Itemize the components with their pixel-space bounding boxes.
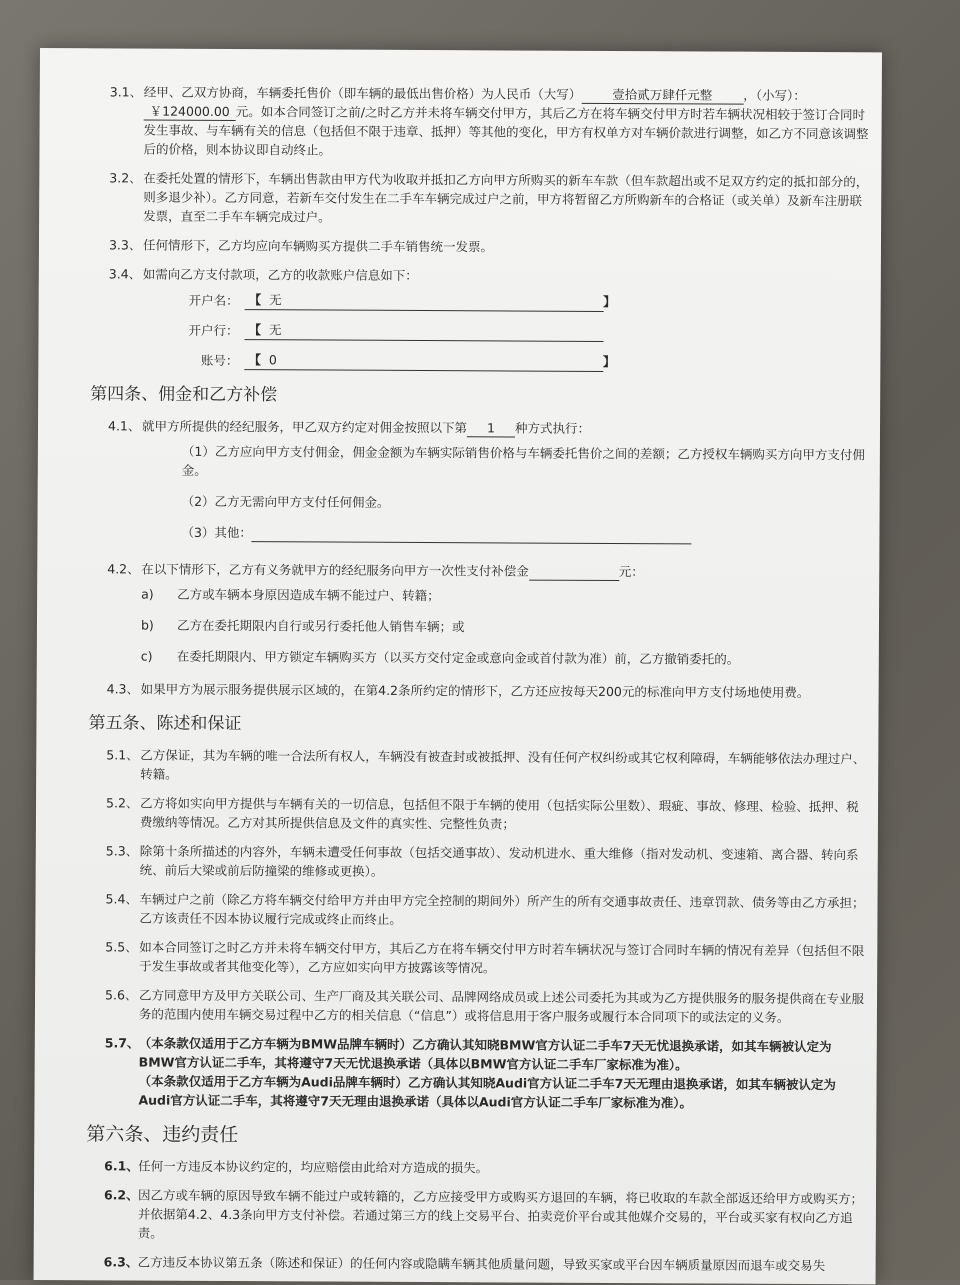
clause-number: 5.6、 [105, 987, 138, 1003]
clause-text: ，（小写）： [743, 87, 806, 104]
clause-5-2 [88, 793, 868, 835]
contract-page [34, 48, 882, 1284]
clause-text: 如本合同签订之时乙方并未将车辆交付甲方，其后乙方在将车辆交付甲方时若车辆状况与签订合同时车辆的情况有差异（包括但不限于发生事故或者其他变化等），乙方应如实向甲方披露该等情况。 [139, 939, 865, 976]
account-number-row: 账号： 【 0 】 [180, 348, 870, 374]
clause-4-2-c: c) 在委托期限内、甲方锁定车辆购买方（以买方交付定金或意向金或首付款为准）前，乙方撤销委托的。 [140, 648, 740, 667]
clause-number: 3.3、 [108, 237, 142, 253]
clause-number: 4.2、 [107, 561, 140, 577]
clause-text-bmw: （本条款仅适用于乙方车辆为BMW品牌车辆时）乙方确认其知晓BMW官方认证二手车7天无忧退换承诺，如其车辆被认定为BMW官方认证二手车，其将遵守7天无忧退换承诺（具体以BMW官方认证二手车厂家标准为准）。 [138, 1035, 832, 1073]
account-bank-value: 无 [269, 322, 282, 338]
section-5-title: 第五条、陈述和保证 [88, 713, 242, 735]
commission-option-2: （2）乙方无需向甲方支付任何佣金。 [181, 493, 390, 510]
clause-text: 在委托处置的情形下，车辆出售款由甲方代为收取并抵扣乙方向甲方所购买的新车车款（但车款超出或不足双方约定的抵扣部分的，则多退少补）。乙方同意，若新车交付发生在二手车车辆完成过户之前，甲方将暂留乙方所购新车的合格证（或关单）及新车注册联发票，直至二手车车辆完成过户。 [143, 170, 869, 225]
clause-number: 5.5、 [105, 939, 138, 955]
clause-3-1 [91, 82, 871, 162]
clause-number: 3.2、 [109, 170, 142, 186]
clause-6-1 [86, 1156, 866, 1179]
clause-3-2 [91, 168, 871, 229]
clause-text: 任何一方违反本协议约定的，均应赔偿由此给对方造成的损失。 [138, 1158, 489, 1176]
clause-4-2 [89, 559, 869, 582]
clause-number: 5.3、 [105, 843, 139, 859]
clause-number: 5.4、 [105, 891, 138, 907]
clause-6-3 [86, 1252, 866, 1275]
other-blank-line [252, 527, 692, 544]
clause-6-2 [86, 1185, 866, 1246]
commission-option-1: （1）乙方应向甲方支付佣金，佣金金额为车辆实际销售价格与车辆委托售价之间的差额；乙方授权车辆购买方向甲方支付佣金。 [181, 443, 865, 478]
account-number-value: 0 [268, 352, 277, 368]
clause-4-2-b: b) 乙方在委托期限内自行或另行委托他人销售车辆；或 [140, 617, 465, 635]
clause-text: 车辆过户之前（除乙方将车辆交付给甲方并由甲方完全控制的期间外）所产生的所有交通事故责任、违章罚款、债务等由乙方承担；乙方该责任不因本协议履行完成或终止而终止。 [139, 891, 865, 927]
account-holder-row: 开户名： 【 无 】 [181, 288, 871, 314]
section-6-title: 第六条、违约责任 [86, 1123, 239, 1147]
clause-text: 经甲、乙双方协商，车辆委托售价（即车辆的最低出售价格）为人民币（大写） [143, 84, 582, 102]
price-uppercase-field: 壹拾贰万肆仟元整 [581, 87, 743, 105]
clause-number: 4.1、 [107, 418, 141, 434]
clause-5-5 [87, 937, 867, 979]
clause-3-3 [91, 235, 871, 258]
clause-text: 乙方保证，其为车辆的唯一合法所有权人，车辆没有被查封或被抵押、没有任何产权纠纷或其它权利障碍，车辆能够依法办理过户、转籍。 [140, 747, 866, 782]
clause-5-4 [87, 889, 867, 931]
clause-text: 元： [618, 564, 644, 580]
clause-text: 因乙方或车辆的原因导致车辆不能过户或转籍的，乙方应接受甲方或购买方退回的车辆，将已收取的车款全部返还给甲方或购买方；并依据第4.2、4.3条向甲方支付补偿。若通过第三方的线上交易平台、拍卖竞价平台或其他媒介交易的，平台或买家有权向乙方追责。 [137, 1187, 864, 1241]
account-holder-label: 开户名： [188, 292, 239, 309]
clause-5-7 [86, 1033, 866, 1113]
clause-text: 如果甲方为展示服务提供展示区域的，在第4.2条所约定的情形下，乙方还应按每天200元的标准向甲方支付场地使用费。 [140, 681, 810, 701]
section-4-title: 第四条、佣金和乙方补偿 [90, 384, 278, 406]
clause-text: 乙方将如实向甲方提供与车辆有关的一切信息，包括但不限于车辆的使用（包括实际公里数）、瑕疵、事故、修理、检验、抵押、税费缴纳等情况。乙方对其所提供信息及文件的真实性、完整性负责； [139, 795, 859, 832]
clause-number: 6.2、 [103, 1187, 139, 1203]
clause-text: 任何情形下，乙方均应向车辆购买方提供二手车销售统一发票。 [142, 237, 494, 255]
clause-5-1 [88, 745, 868, 787]
clause-number: 3.4、 [108, 266, 142, 282]
clause-4-3 [89, 679, 869, 702]
commission-option-field: 1 [467, 420, 515, 437]
clause-text-audi: （本条款仅适用于乙方车辆为Audi品牌车辆时）乙方确认其知晓Audi官方认证二手车7天无理由退换承诺，如其车辆被认定为Audi官方认证二手车，其将遵守7天无理由退换承诺（具体以Audi官方认证二手车厂家标准为准）。 [138, 1073, 836, 1111]
clause-number: 6.1、 [104, 1158, 139, 1174]
clause-text: 如需向乙方支付款项，乙方的收款账户信息如下： [142, 266, 418, 283]
clause-5-3 [88, 841, 868, 883]
contract-content [86, 82, 872, 1285]
account-bank-label: 开户行： [188, 322, 239, 339]
commission-option-3: （3）其他： [181, 523, 869, 546]
clause-5-6 [87, 985, 867, 1027]
clause-4-2-a: a) 乙方或车辆本身原因造成车辆不能过户、转籍； [141, 586, 440, 604]
clause-3-4 [91, 264, 871, 287]
clause-text: 就甲方所提供的经纪服务，甲乙双方约定对佣金按照以下第 [141, 418, 468, 436]
account-holder-value: 无 [269, 292, 282, 308]
compensation-blank-line [529, 566, 619, 581]
clause-text: 在以下情形下，乙方有义务就甲方的经纪服务向甲方一次性支付补偿金 [141, 561, 529, 579]
clause-text: 元。如本合同签订之前/之时乙方并未将车辆交付甲方，其后乙方在将车辆交付甲方时若车辆状况相较于签订合同时发生事故、与车辆有关的信息（包括但不限于违章、抵押）等其他的变化，甲方有权单方对车辆价款进行调整，如乙方不同意该调整后的价格，则本协议即自动终止。 [143, 104, 869, 158]
account-number-label: 账号： [200, 352, 239, 369]
clause-number: 4.3、 [106, 681, 140, 697]
price-number-field: ￥124000.00 [144, 104, 236, 121]
clause-number: 6.3、 [103, 1254, 139, 1270]
clause-number: 5.7、 [104, 1035, 140, 1051]
clause-text: 除第十条所描述的内容外，车辆未遭受任何事故（包括交通事故）、发动机进水、重大维修（指对发动机、变速箱、离合器、转向系统、前后大梁或前后防撞梁的维修或更换）。 [139, 843, 859, 879]
account-bank-row: 开户行： 【 无 [180, 318, 870, 344]
clause-number: 5.1、 [106, 747, 139, 763]
clause-text: 乙方同意甲方及甲方关联公司、生产厂商及其关联公司、品牌网络成员或上述公司委托为其或为乙方提供服务的服务提供商在专业服务的范围内使用车辆交易过程中乙方的相关信息（“信息”）或将信息用于客户服务或履行本合同项下的或法定的义务。 [138, 987, 865, 1025]
clause-number: 5.2、 [106, 795, 139, 811]
clause-text: 种方式执行： [514, 420, 591, 436]
clause-text: 乙方违反本协议第五条（陈述和保证）的任何内容或隐瞒车辆其他质量问题，导致买家或平台因车辆质量原因而退车或交易失 [137, 1254, 826, 1274]
clause-4-1 [90, 416, 870, 439]
clause-number: 3.1、 [109, 84, 143, 100]
